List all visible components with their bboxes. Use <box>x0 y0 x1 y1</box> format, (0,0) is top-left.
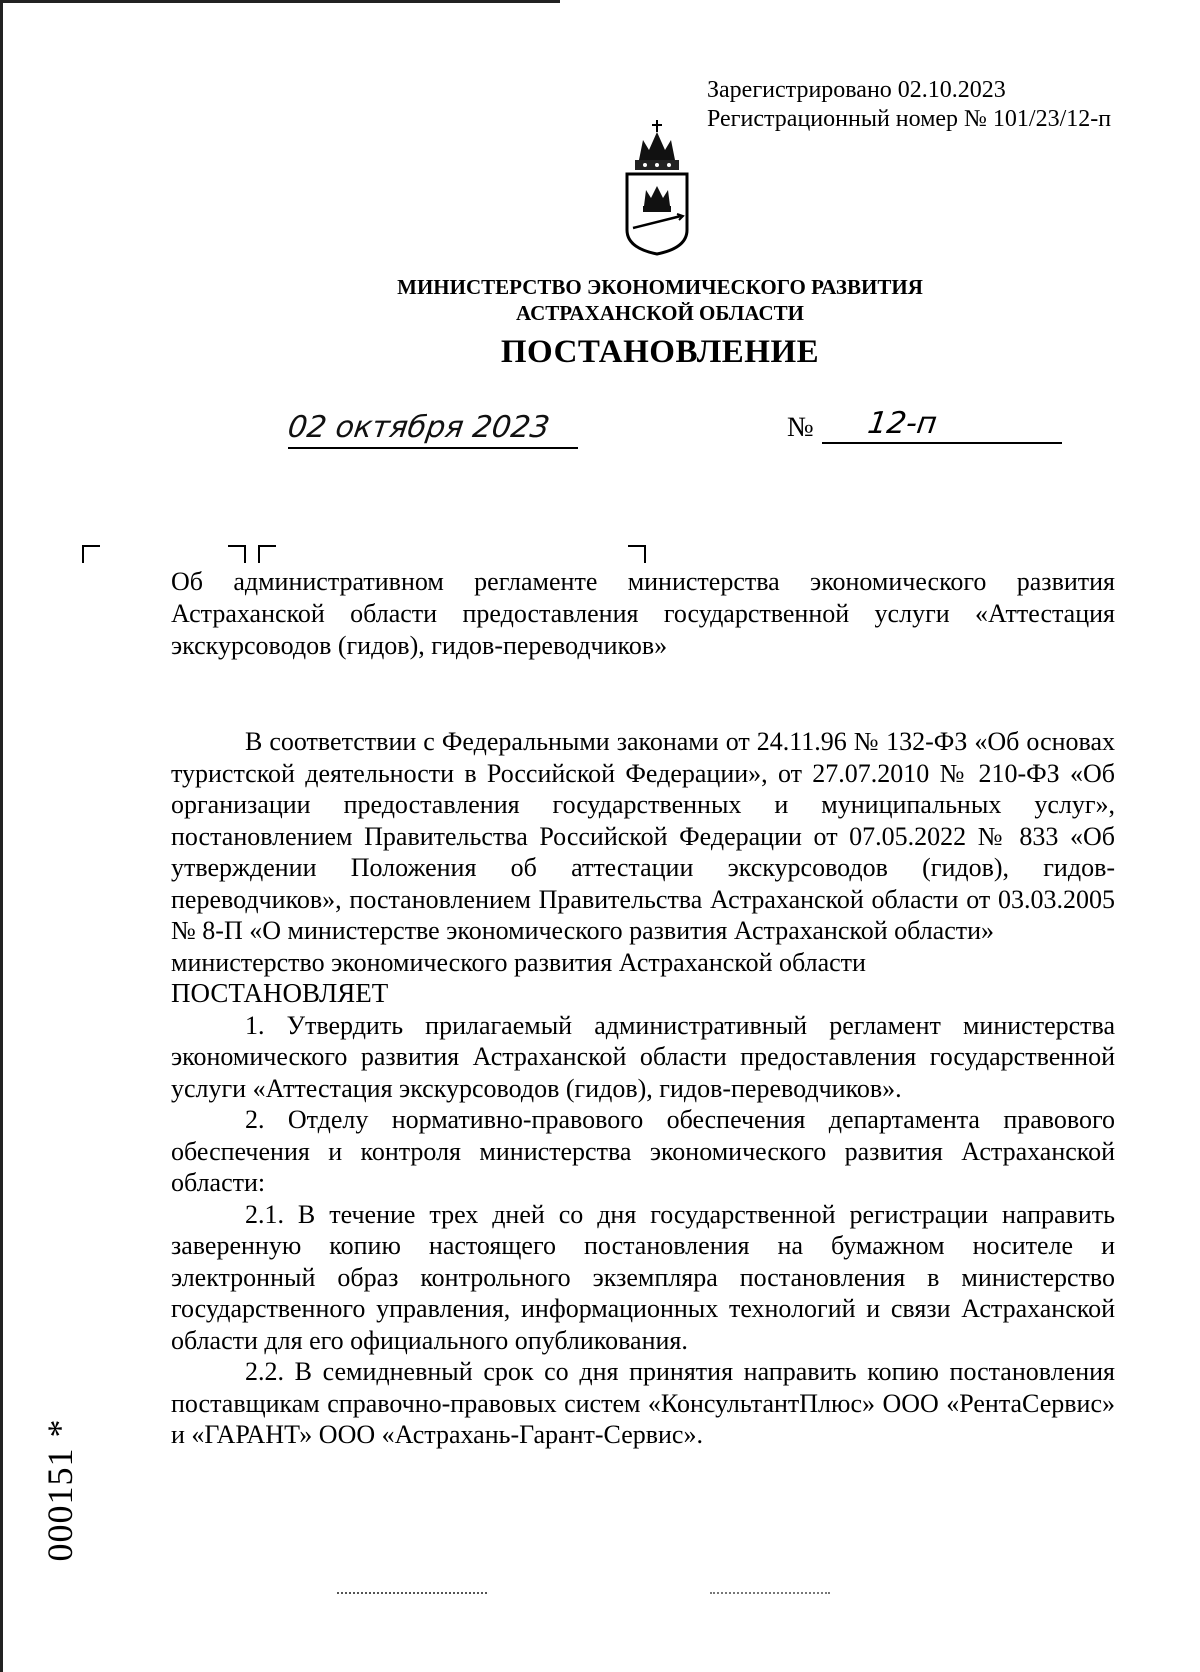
handwritten-date: 02 октября 2023 <box>285 410 552 445</box>
side-serial-stamp <box>28 1400 92 1580</box>
item-2-1: 2.1. В течение трех дней со дня государственной регистрации направить заверенную копию настоящего постановления на бумажном носителе и электронный образ контрольного экземпляра постановления в министерство государственного управления, информационных технологий и связи Астраханской области для его официального опубликования. <box>171 1199 1115 1355</box>
authority-line-1: МИНИСТЕРСТВО ЭКОНОМИЧЕСКОГО РАЗВИТИЯ <box>397 275 923 299</box>
registration-date: Зарегистрировано 02.10.2023 <box>707 77 1006 103</box>
serial-number: 000151 * <box>40 1418 80 1562</box>
handwritten-number: 12-п <box>865 406 940 441</box>
corner-mark <box>628 545 646 563</box>
document-number-label: № <box>787 412 814 443</box>
item-2-2: 2.2. В семидневный срок со дня принятия направить копию постановления поставщикам справочно-правовых систем «КонсультантПлюс» ООО «РентаСервис» и «ГАРАНТ» ООО «Астрахань-Гарант-Сервис». <box>171 1357 1115 1449</box>
number-underline <box>822 442 1062 444</box>
date-underline <box>288 446 588 452</box>
scan-border-left <box>0 0 3 1672</box>
document-type-title: ПОСТАНОВЛЕНИЕ <box>500 334 820 370</box>
issuer-line: министерство экономического развития Астраханской области <box>171 947 866 977</box>
corner-mark <box>228 545 246 563</box>
decree-word: ПОСТАНОВЛЯЕТ <box>171 978 389 1008</box>
registration-stamp <box>707 76 1111 134</box>
preamble-paragraph: В соответствии с Федеральными законами от 24.11.96 № 132-ФЗ «Об основах туристской деятельности в Российской Федерации», от 27.07.2010 № 210-ФЗ «Об организации предоставления государственных и муниципальных услуг», постановлением Правительства Российской Федерации от 07.05.2022 № 833 «Об утверждении Положения об аттестации экскурсоводов (гидов), гидов-переводчиков», постановлением Правительства Астраханской области от 03.03.2005 № 8-П «О министерстве экономического развития Астраханской области» <box>171 727 1115 945</box>
document-subject <box>171 566 1115 662</box>
scan-footer-artifact <box>337 1592 487 1602</box>
scan-border-top <box>0 0 560 3</box>
document-body <box>171 726 1115 1451</box>
authority-line-2: АСТРАХАНСКОЙ ОБЛАСТИ <box>515 301 805 325</box>
scan-footer-artifact <box>710 1592 830 1602</box>
corner-mark <box>258 545 276 563</box>
registration-number: Регистрационный номер № 101/23/12-п <box>707 106 1112 132</box>
subject-text: Об административном регламенте министерства экономического развития Астраханской области предоставления государственной услуги «Аттестация экскурсоводов (гидов), гидов-переводчиков» <box>171 567 1115 660</box>
issuing-authority <box>300 274 1020 326</box>
item-2: 2. Отделу нормативно-правового обеспечения департамента правового обеспечения и контроля министерства экономического развития Астраханской области: <box>171 1105 1115 1197</box>
coat-of-arms-icon <box>617 118 697 258</box>
item-1: 1. Утвердить прилагаемый административный регламент министерства экономического развития Астраханской области предоставления государственной услуги «Аттестация экскурсоводов (гидов), гидов-переводчиков». <box>171 1010 1115 1103</box>
corner-mark <box>82 545 100 563</box>
